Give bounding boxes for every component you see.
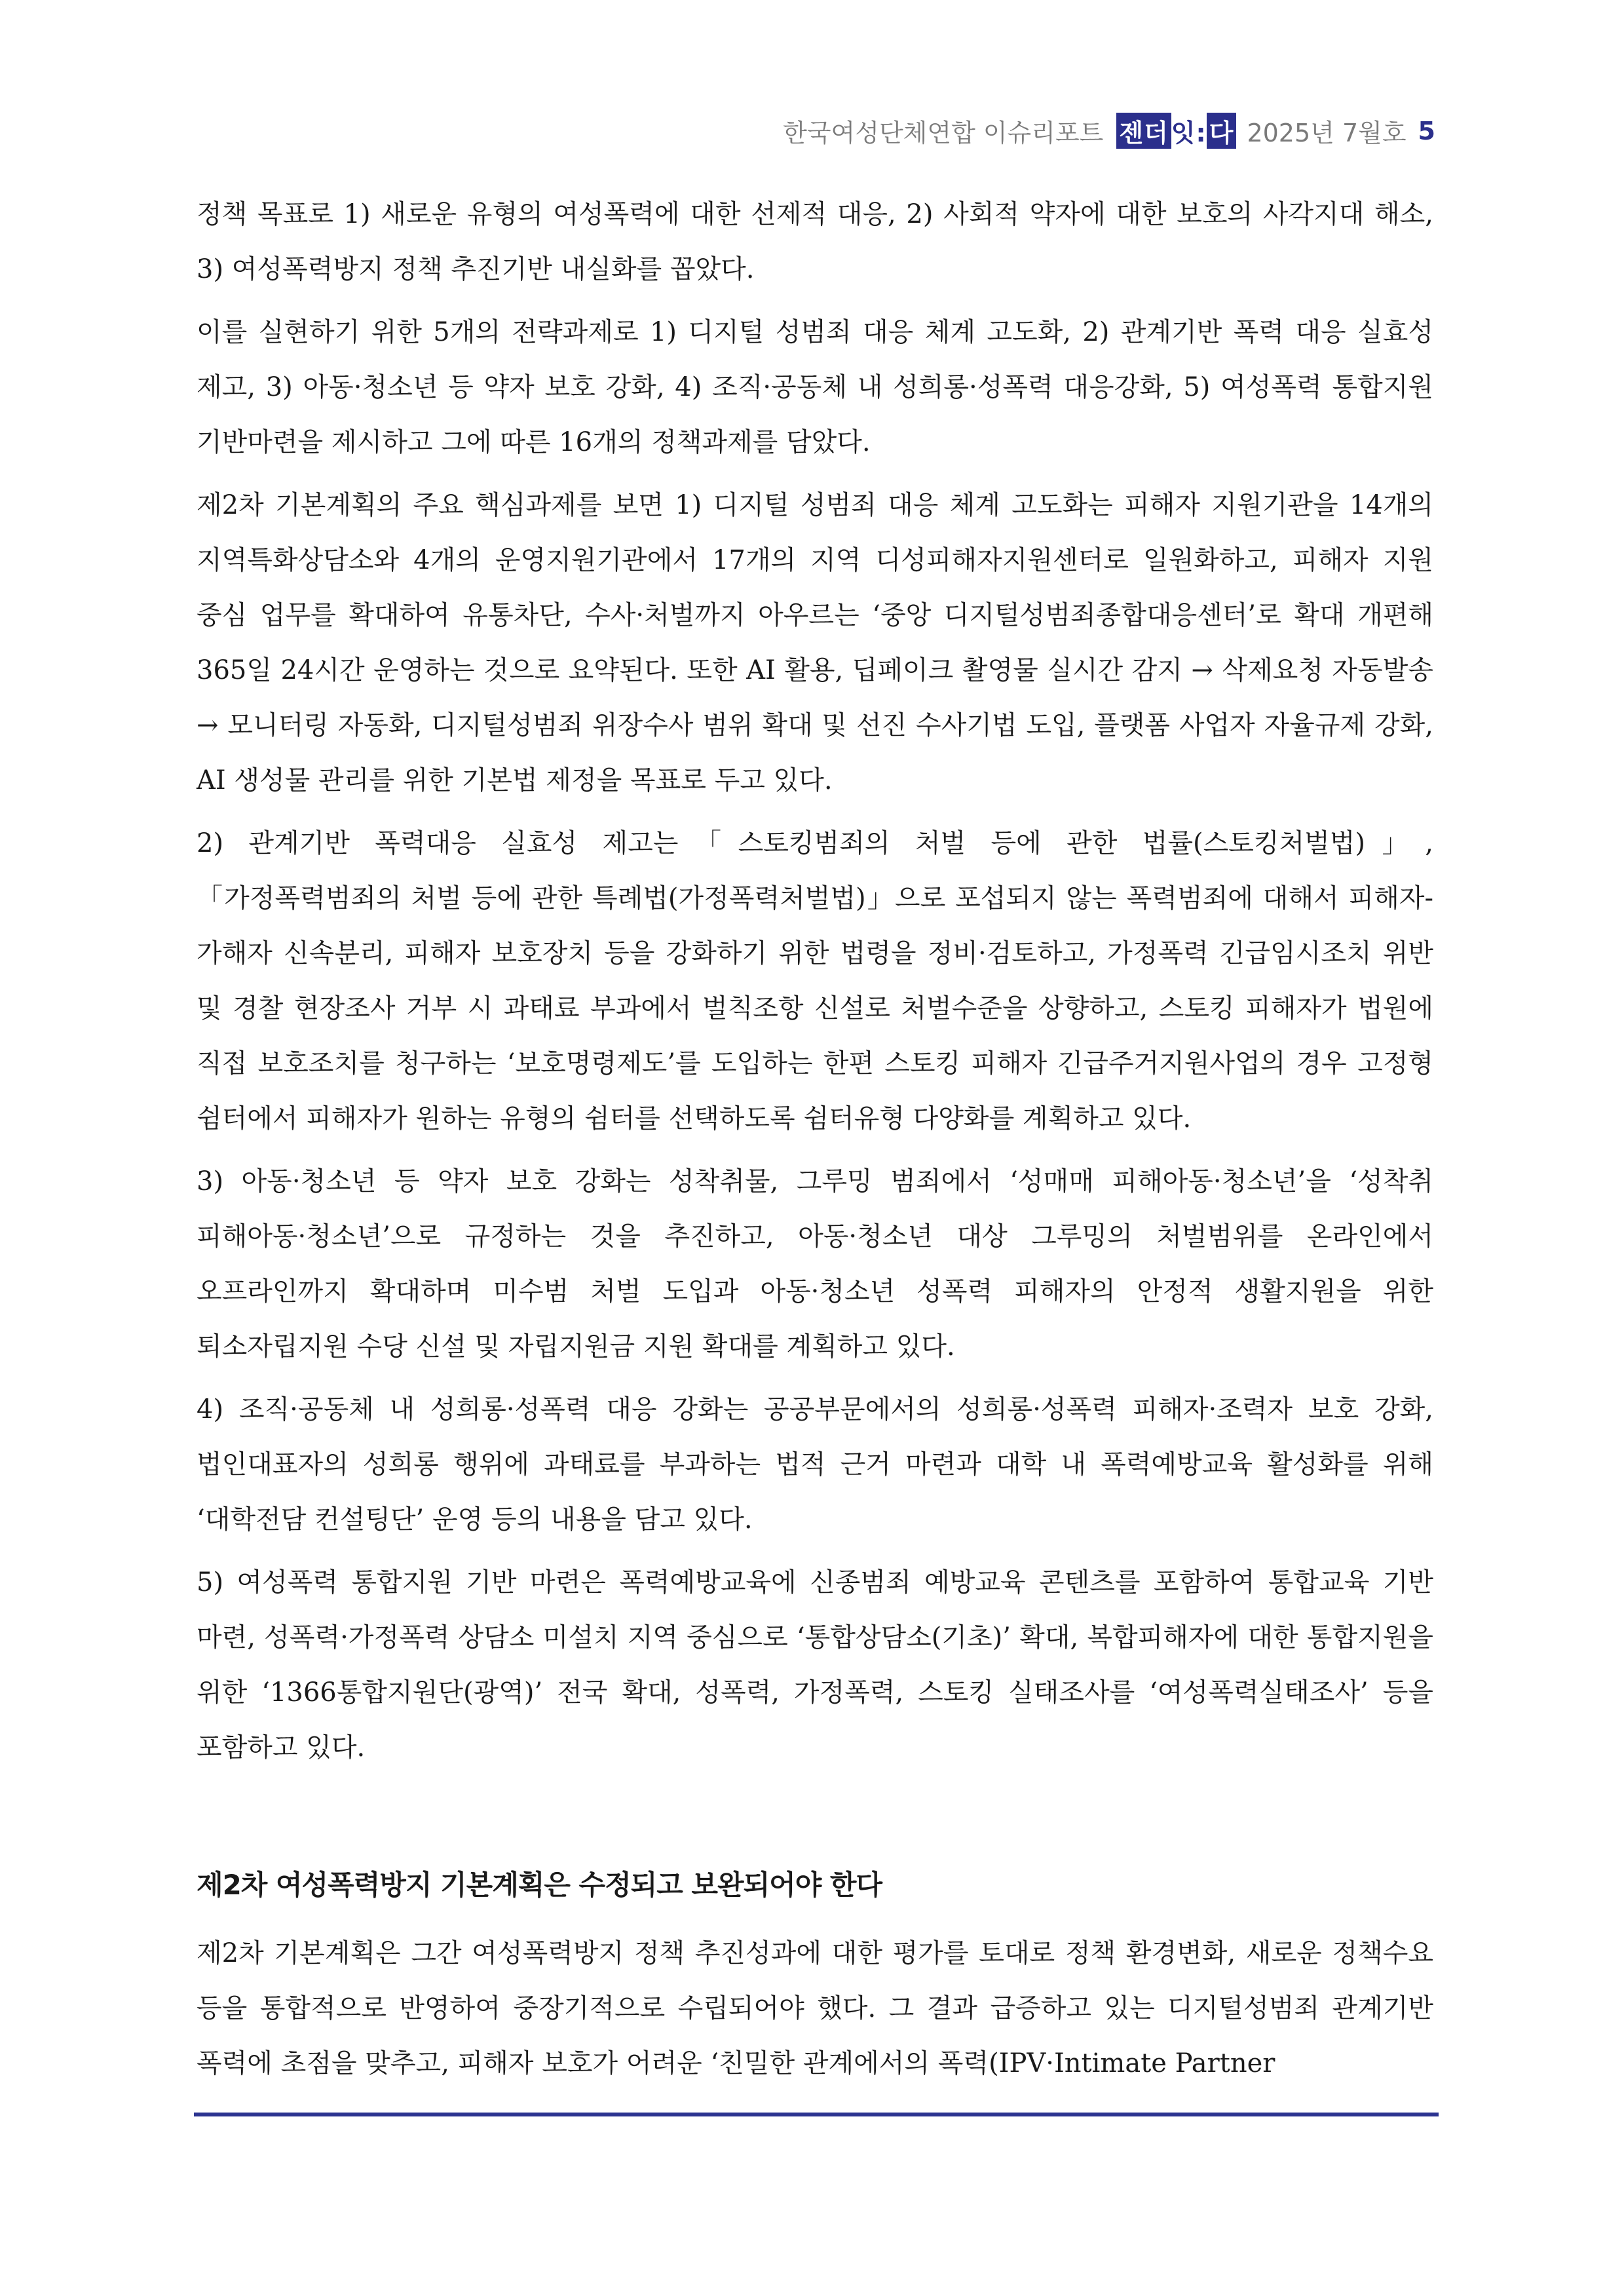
brand-part2: 잇:	[1171, 119, 1207, 147]
paragraph: 2) 관계기반 폭력대응 실효성 제고는「스토킹범죄의 처벌 등에 관한 법률(스토킹처벌법)」,「가정폭력범죄의 처벌 등에 관한 특례법(가정폭력처벌법)」으로 포섭되지 않는 폭력범죄에 대해서 피해자-가해자 신속분리, 피해자 보호장치 등을 강화하기 위한 법령을 정비·검토하고, 가정폭력 긴급임시조치 위반 및 경찰 현장조사 거부 시 과태료 부과에서 벌칙조항 신설로 처벌수준을 상향하고, 스토킹 피해자가 법원에 직접 보호조치를 청구하는 ‘보호명령제도’를 도입하는 한편 스토킹 피해자 긴급주거지원사업의 경우 고정형 쉼터에서 피해자가 원하는 유형의 쉼터를 선택하도록 쉼터유형 다양화를 계획하고 있다.	[197, 828, 1433, 1134]
paragraph: 이를 실현하기 위한 5개의 전략과제로 1) 디지털 성범죄 대응 체계 고도화, 2) 관계기반 폭력 대응 실효성 제고, 3) 아동·청소년 등 약자 보호 강화, 4) 조직·공동체 내 성희롱·성폭력 대응강화, 5) 여성폭력 통합지원 기반마련을 제시하고 그에 따른 16개의 정책과제를 담았다.	[197, 317, 1433, 457]
paragraph: 5) 여성폭력 통합지원 기반 마련은 폭력예방교육에 신종범죄 예방교육 콘텐츠를 포함하여 통합교육 기반 마련, 성폭력·가정폭력 상담소 미설치 지역 중심으로 ‘통합상담소(기초)’ 확대, 복합피해자에 대한 통합지원을 위한 ‘1366통합지원단(광역)’ 전국 확대, 성폭력, 가정폭력, 스토킹 실태조사를 ‘여성폭력실태조사’ 등을 포함하고 있다.	[197, 1567, 1433, 1763]
paragraph: 정책 목표로 1) 새로운 유형의 여성폭력에 대한 선제적 대응, 2) 사회적 약자에 대한 보호의 사각지대 해소, 3) 여성폭력방지 정책 추진기반 내실화를 꼽았다.	[197, 199, 1433, 284]
paragraph: 제2차 기본계획의 주요 핵심과제를 보면 1) 디지털 성범죄 대응 체계 고도화는 피해자 지원기관을 14개의 지역특화상담소와 4개의 운영지원기관에서 17개의 지역 디성피해자지원센터로 일원화하고, 피해자 지원 중심 업무를 확대하여 유통차단, 수사·처벌까지 아우르는 ‘중앙 디지털성범죄종합대응센터’로 확대 개편해 365일 24시간 운영하는 것으로 요약된다. 또한 AI 활용, 딥페이크 촬영물 실시간 감지 → 삭제요청 자동발송 → 모니터링 자동화, 디지털성범죄 위장수사 범위 확대 및 선진 수사기법 도입, 플랫폼 사업자 자율규제 강화, AI 생성물 관리를 위한 기본법 제정을 목표로 두고 있다.	[197, 490, 1433, 795]
section-title: 제2차 여성폭력방지 기본계획은 수정되고 보완되어야 한다	[197, 1869, 882, 1901]
main-content	[197, 187, 1433, 2099]
header-issue: 2025년 7월호	[1247, 119, 1407, 147]
brand-logo	[1116, 113, 1236, 149]
page-number: 5	[1418, 116, 1435, 145]
section-paragraph: 제2차 기본계획은 그간 여성폭력방지 정책 추진성과에 대한 평가를 토대로 정책 환경변화, 새로운 정책수요 등을 통합적으로 반영하여 중장기적으로 수립되어야 했다. 그 결과 급증하고 있는 디지털성범죄 관계기반 폭력에 초점을 맞추고, 피해자 보호가 어려운 ‘친밀한 관계에서의 폭력(IPV·Intimate Partner	[197, 1938, 1433, 2078]
brand-part1: 젠더	[1116, 113, 1171, 149]
paragraph: 4) 조직·공동체 내 성희롱·성폭력 대응 강화는 공공부문에서의 성희롱·성폭력 피해자·조력자 보호 강화, 법인대표자의 성희롱 행위에 과태료를 부과하는 법적 근거 마련과 대학 내 폭력예방교육 활성화를 위해 ‘대학전담 컨설팅단’ 운영 등의 내용을 담고 있다.	[197, 1394, 1433, 1535]
paragraph: 3) 아동·청소년 등 약자 보호 강화는 성착취물, 그루밍 범죄에서 ‘성매매 피해아동·청소년’을 ‘성착취 피해아동·청소년’으로 규정하는 것을 추진하고, 아동·청소년 대상 그루밍의 처벌범위를 온라인에서 오프라인까지 확대하며 미수범 처벌 도입과 아동·청소년 성폭력 피해자의 안정적 생활지원을 위한 퇴소자립지원 수당 신설 및 자립지원금 지원 확대를 계획하고 있다.	[197, 1166, 1433, 1362]
brand-part3: 다	[1207, 113, 1237, 149]
page-header	[783, 113, 1435, 149]
bottom-divider	[194, 2113, 1439, 2116]
header-org: 한국여성단체연합 이슈리포트	[783, 119, 1104, 147]
